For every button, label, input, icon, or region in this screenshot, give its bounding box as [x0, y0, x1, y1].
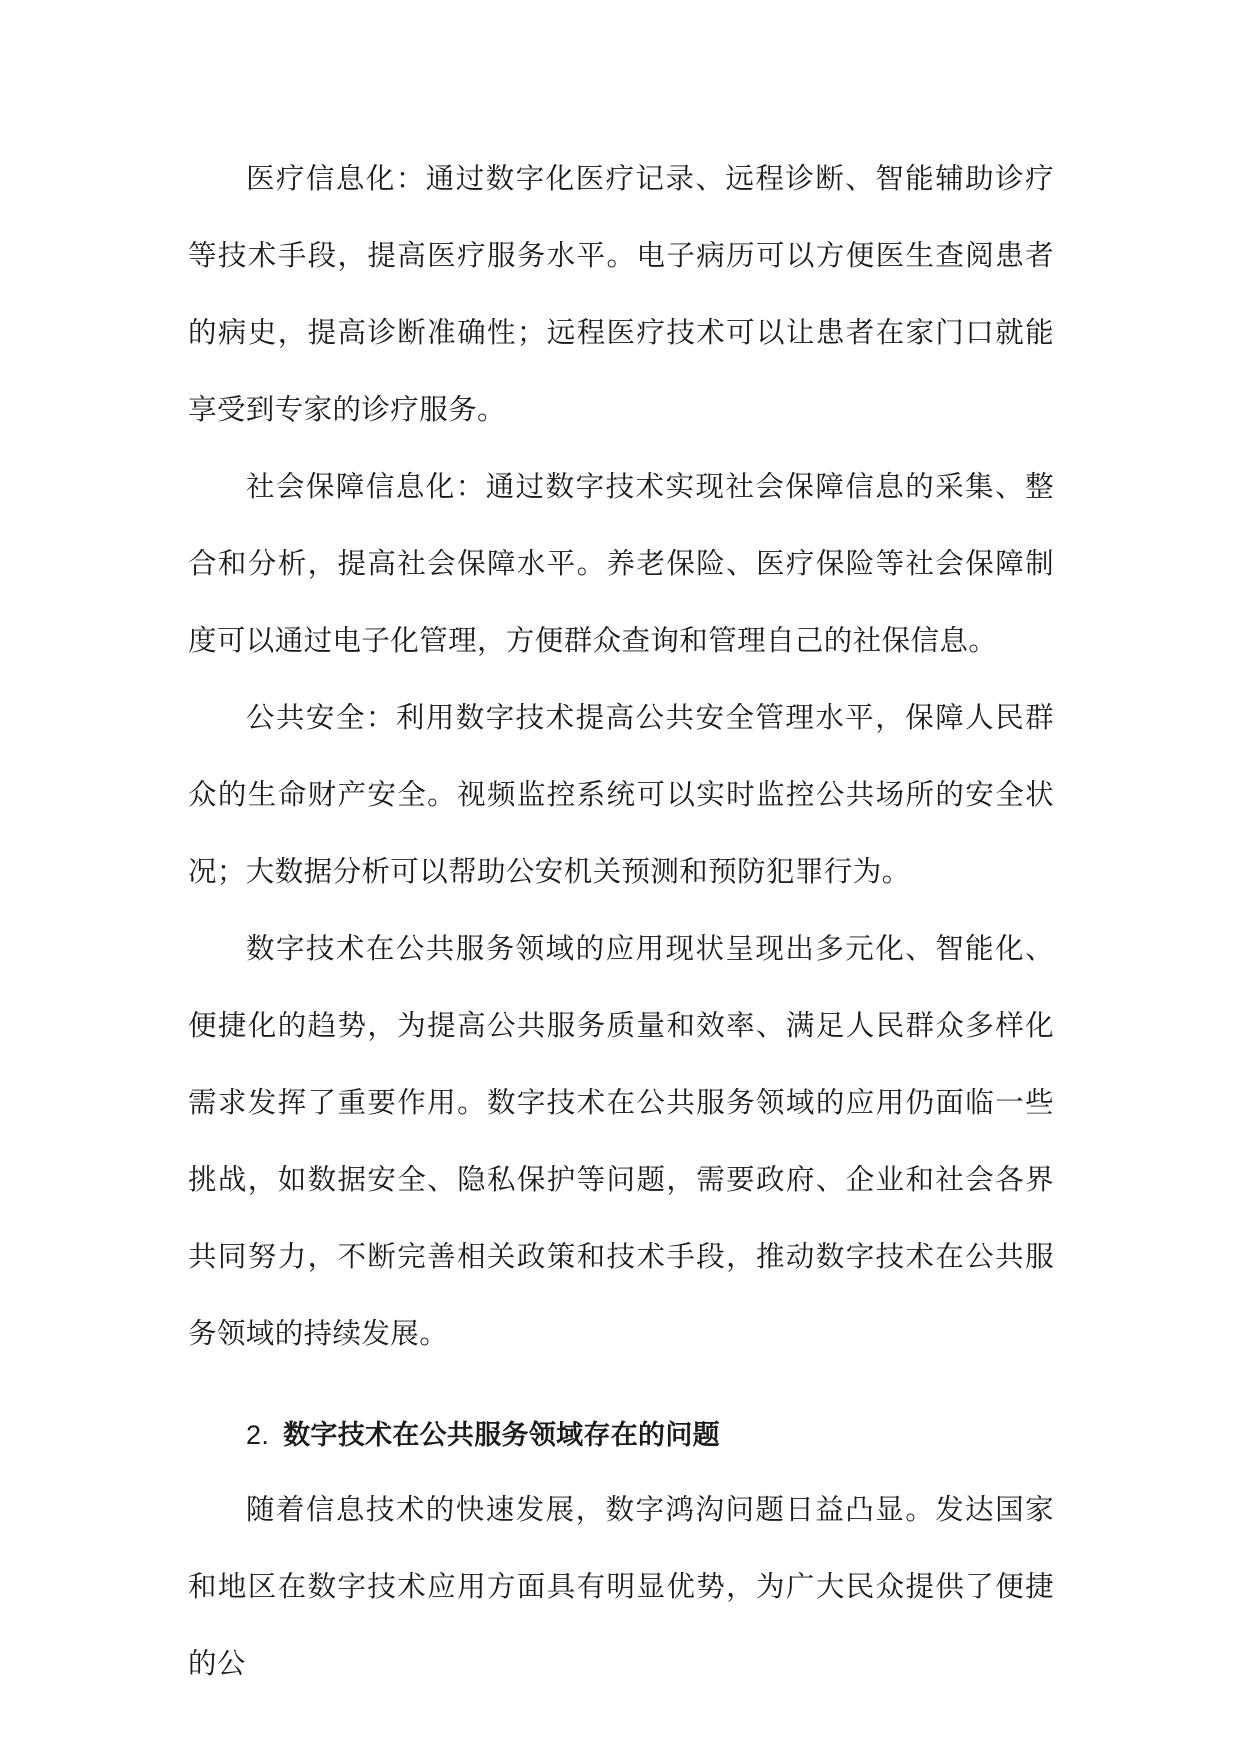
paragraph-digital-divide: 随着信息技术的快速发展，数字鸿沟问题日益凸显。发达国家和地区在数字技术应用方面具有明显优势，为广大民众提供了便捷的公 [188, 1493, 1054, 1680]
page-content [188, 140, 1054, 1702]
paragraph-social-security-informatization: 社会保障信息化：通过数字技术实现社会保障信息的采集、整合和分析，提高社会保障水平。养老保险、医疗保险等社会保障制度可以通过电子化管理，方便群众查询和管理自己的社保信息。 [188, 470, 1054, 657]
section-title: 数字技术在公共服务领域存在的问题 [283, 1420, 720, 1451]
paragraph-application-summary: 数字技术在公共服务领域的应用现状呈现出多元化、智能化、便捷化的趋势，为提高公共服务质量和效率、满足人民群众多样化需求发挥了重要作用。数字技术在公共服务领域的应用仍面临一些挑战，如数据安全、隐私保护等问题，需要政府、企业和社会各界共同努力，不断完善相关政策和技术手段，推动数字技术在公共服务领域的持续发展。 [188, 932, 1054, 1350]
paragraph-medical-informatization: 医疗信息化：通过数字化医疗记录、远程诊断、智能辅助诊疗等技术手段，提高医疗服务水平。电子病历可以方便医生查阅患者的病史，提高诊断准确性；远程医疗技术可以让患者在家门口就能享受到专家的诊疗服务。 [188, 162, 1054, 426]
section-number: 2. [246, 1420, 270, 1450]
paragraph-public-safety: 公共安全：利用数字技术提高公共安全管理水平，保障人民群众的生命财产安全。视频监控系统可以实时监控公共场所的安全状况；大数据分析可以帮助公安机关预测和预防犯罪行为。 [188, 701, 1054, 888]
section-heading [188, 1400, 1054, 1471]
